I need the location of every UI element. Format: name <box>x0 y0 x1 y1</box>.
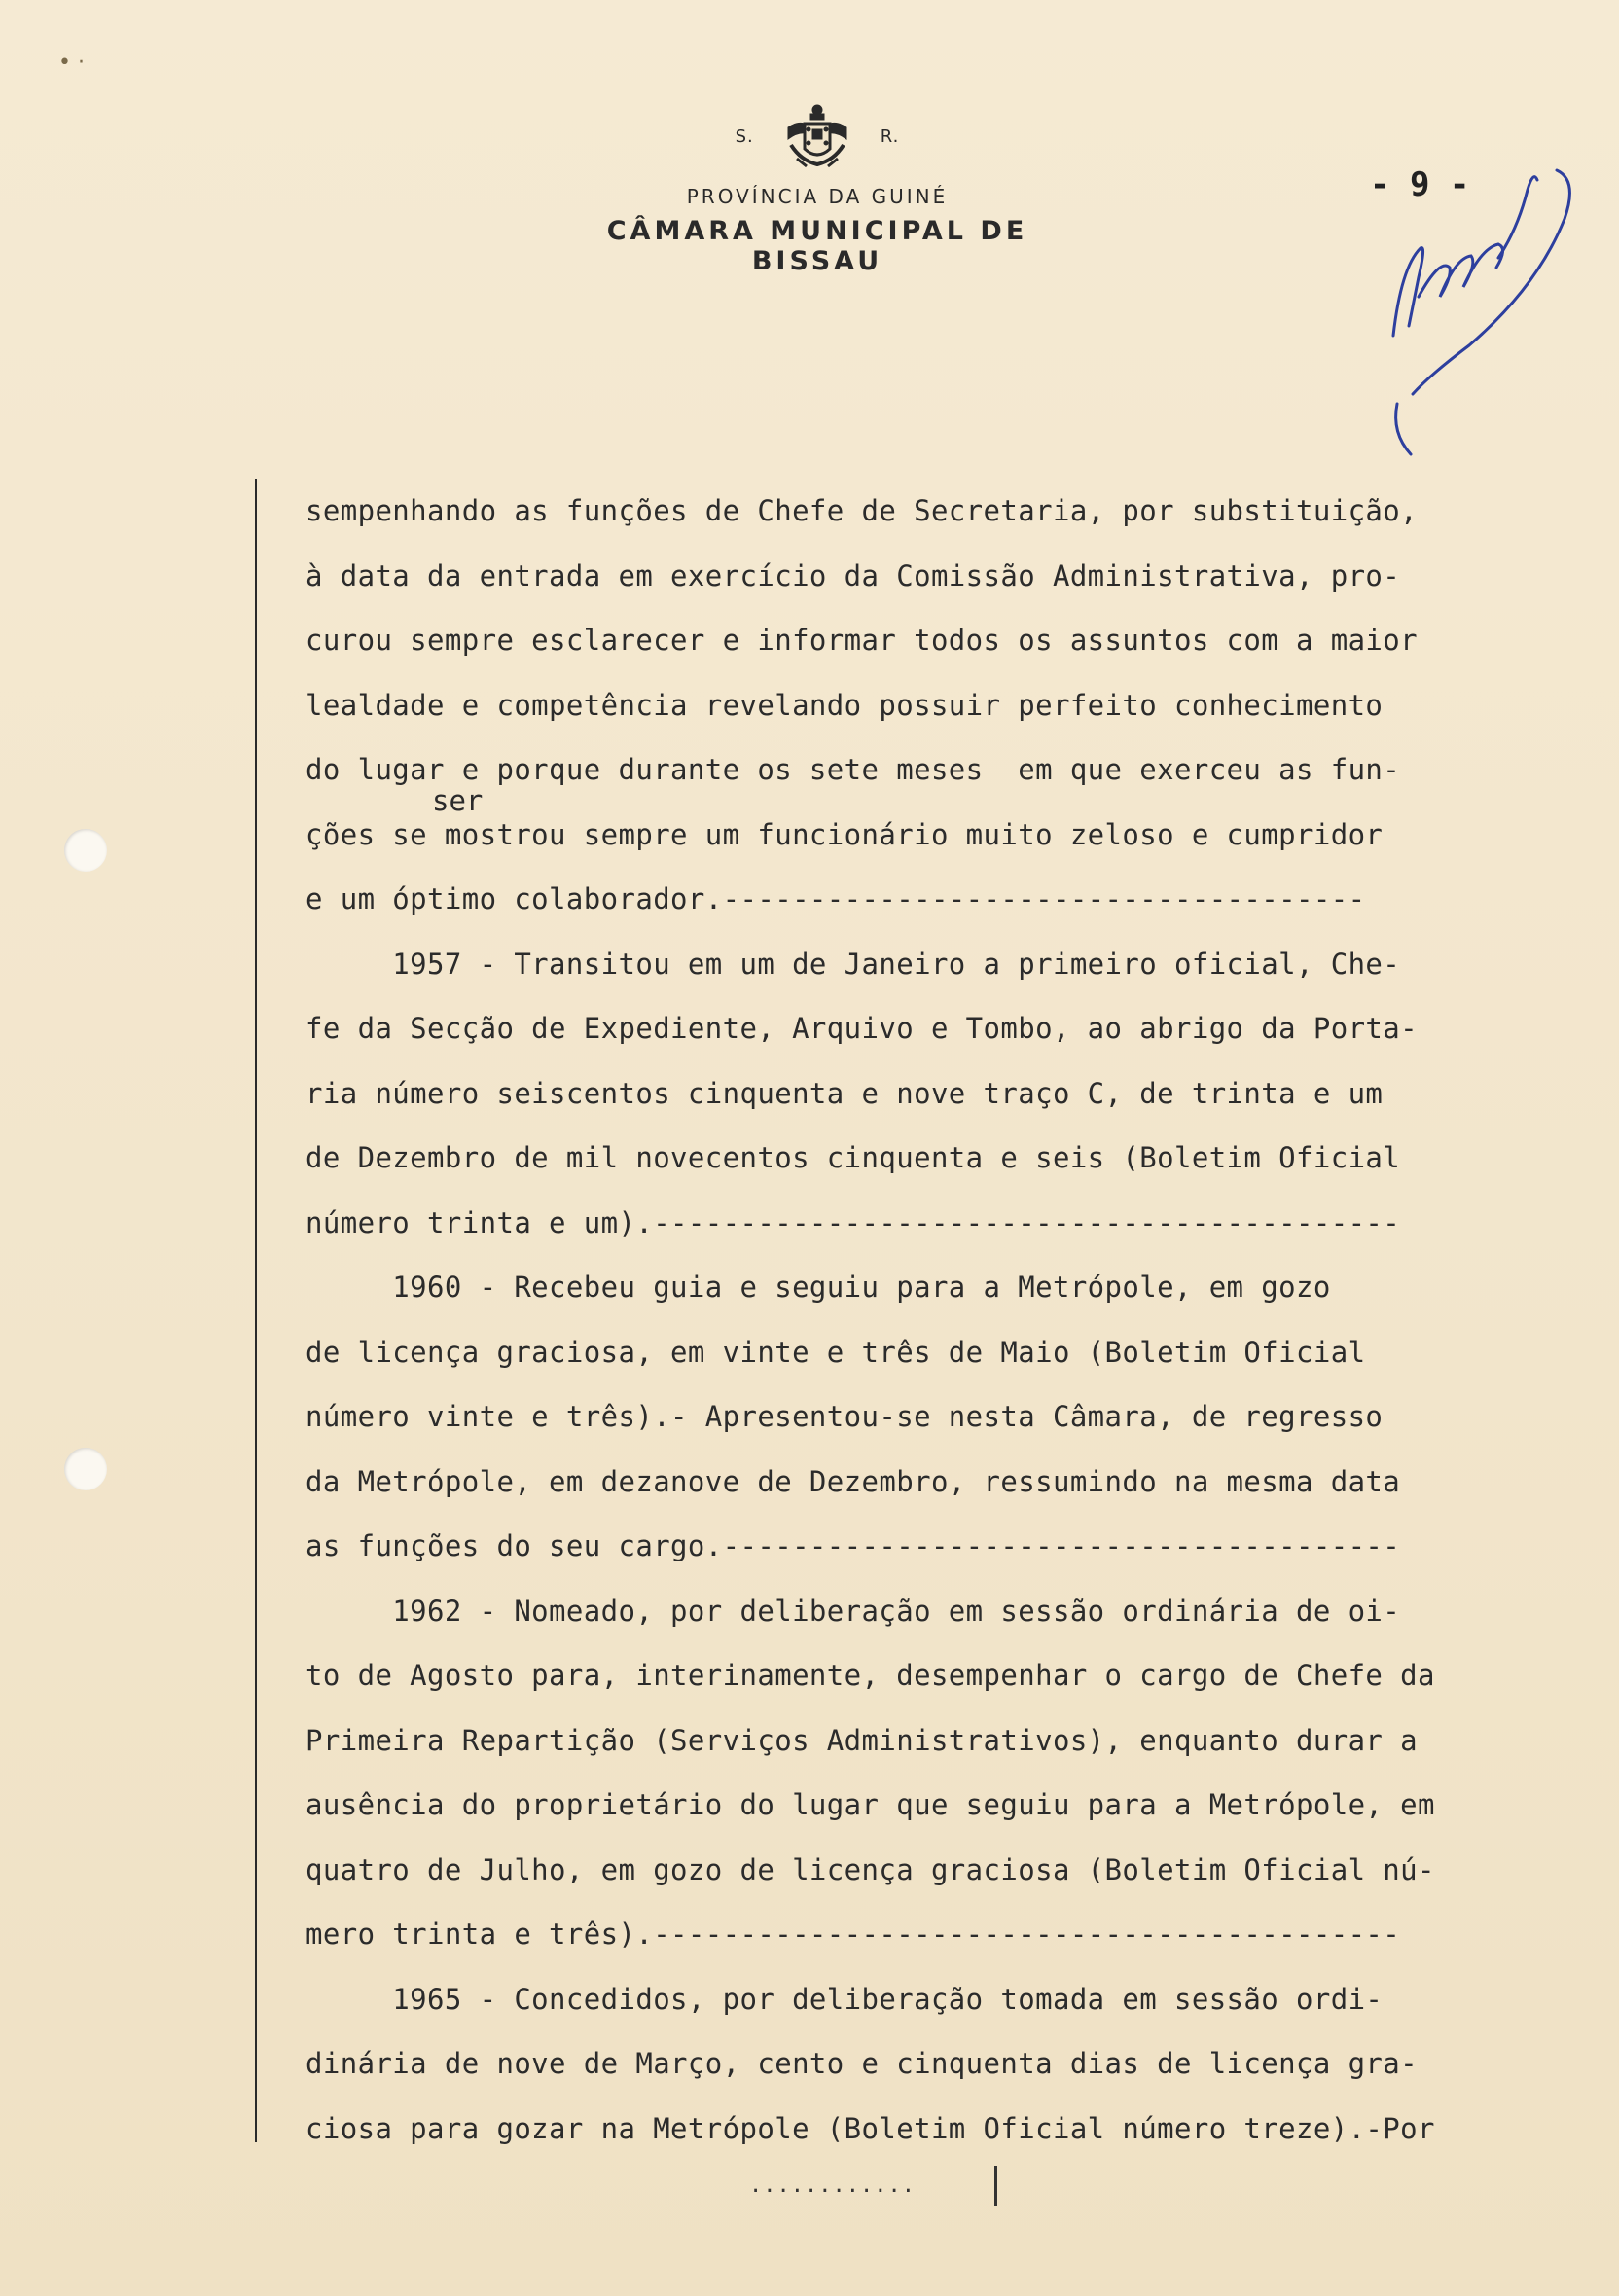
text-line: ções se mostrou sempre um funcionário muito zeloso e cumpridor <box>306 817 1384 851</box>
text-line: 1965 - Concedidos, por deliberação tomada em sessão ordi- <box>306 1982 1384 2016</box>
paper-specks: • · <box>58 51 85 75</box>
footer-continuation-dots: ............ <box>749 2173 916 2198</box>
text-line: ciosa para gozar na Metrópole (Boletim Oficial número treze).-Por <box>306 2111 1435 2145</box>
text-line: 1962 - Nomeado, por deliberação em sessão ordinária de oi- <box>306 1594 1401 1628</box>
letterhead-left-letter: S. <box>735 126 754 147</box>
text-line: de licença graciosa, em vinte e três de Maio (Boletim Oficial <box>306 1335 1366 1369</box>
crest-row <box>545 97 1090 175</box>
handwritten-signature <box>1362 151 1596 462</box>
text-line: número vinte e três).- Apresentou-se nesta Câmara, de regresso <box>306 1400 1384 1433</box>
text-line: número trinta e um).------------------------------------------- <box>306 1205 1401 1239</box>
interlinear-insertion: ser <box>432 784 484 817</box>
text-line: ausência do proprietário do lugar que seguiu para a Metrópole, em <box>306 1788 1435 1821</box>
document-body <box>306 479 1580 2161</box>
text-line: as funções do seu cargo.--------------------------------------- <box>306 1529 1401 1562</box>
text-line: Primeira Repartição (Serviços Administrativos), enquanto durar a <box>306 1723 1419 1757</box>
chamber-name: CÂMARA MUNICIPAL DE BISSAU <box>606 216 1028 276</box>
text-line: mero trinta e três).------------------------------------------- <box>306 1918 1401 1951</box>
punch-hole-bottom <box>64 1448 107 1490</box>
footer-bar <box>994 2166 997 2206</box>
text-line: 1960 - Recebeu guia e seguiu para a Metrópole, em gozo <box>306 1271 1331 1304</box>
text-line: da Metrópole, em dezanove de Dezembro, ressumindo na mesma data <box>306 1464 1401 1498</box>
province-name: PROVÍNCIA DA GUINÉ <box>686 185 949 208</box>
text-line: quatro de Julho, em gozo de licença graciosa (Boletim Oficial nú- <box>306 1852 1435 1886</box>
text-line: dinária de nove de Março, cento e cinquenta dias de licença gra- <box>306 2047 1419 2080</box>
letterhead-right-letter: R. <box>880 126 900 147</box>
text-line: lealdade e competência revelando possuir perfeito conhecimento <box>306 688 1384 722</box>
text-line: fe da Secção de Expediente, Arquivo e Tombo, ao abrigo da Porta- <box>306 1012 1419 1045</box>
letterhead <box>545 97 1090 276</box>
text-line: do lugar e porque durante os sete meses em que exerceu as fun- <box>306 753 1401 786</box>
coat-of-arms-icon <box>783 100 851 172</box>
text-line: sempenhando as funções de Chefe de Secretaria, por substituição, <box>306 494 1419 527</box>
text-line: curou sempre esclarecer e informar todos os assuntos com a maior <box>306 624 1419 657</box>
text-line: 1957 - Transitou em um de Janeiro a primeiro oficial, Che- <box>306 947 1401 981</box>
page-number: - 9 - <box>1370 165 1470 204</box>
text-line: e um óptimo colaborador.------------------------------------- <box>306 882 1366 915</box>
left-margin-rule <box>255 479 257 2142</box>
text-line: ria número seiscentos cinquenta e nove traço C, de trinta e um <box>306 1076 1384 1110</box>
text-line: à data da entrada em exercício da Comissão Administrativa, pro- <box>306 558 1401 592</box>
text-line: to de Agosto para, interinamente, desempenhar o cargo de Chefe da <box>306 1659 1435 1692</box>
punch-hole-top <box>64 829 107 872</box>
text-line: de Dezembro de mil novecentos cinquenta e seis (Boletim Oficial <box>306 1141 1401 1174</box>
